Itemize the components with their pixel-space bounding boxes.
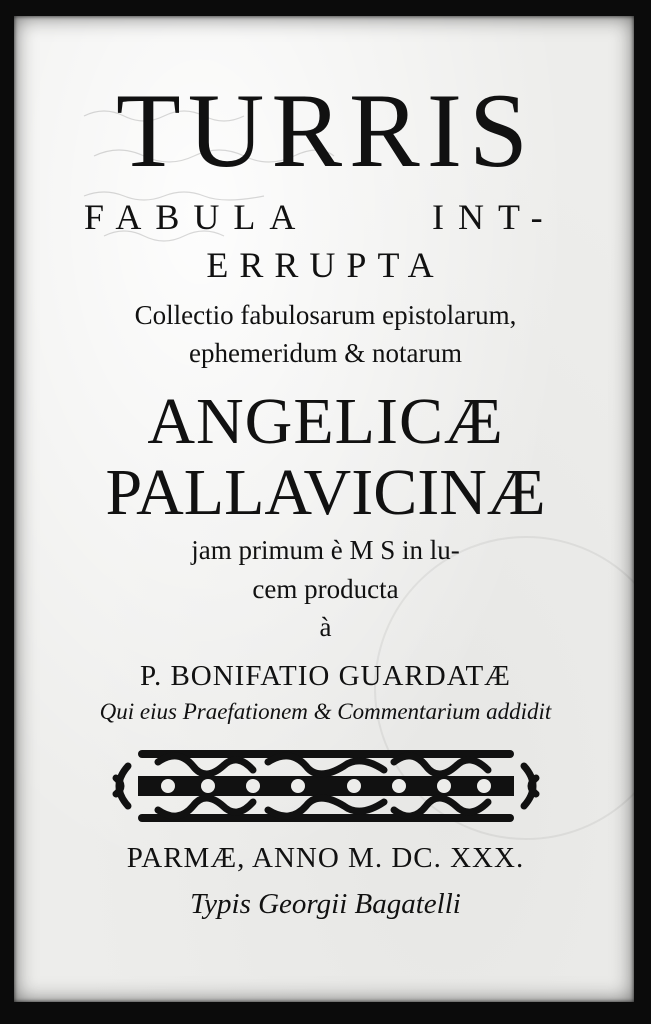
description-line-2: ephemeridum & notarum: [189, 338, 462, 368]
printers-ornament-icon: [108, 742, 544, 830]
author-last-name: PALLAVICINÆ: [105, 456, 546, 529]
subtitle-fabula: FABULA: [84, 197, 310, 237]
publication-line-1: jam primum è M S in lu-: [191, 535, 460, 565]
by-preposition: à: [319, 612, 332, 642]
publication-line-2: cem producta: [252, 574, 399, 604]
title-turris: TURRIS: [116, 72, 535, 189]
editor-name: P. BONIFATIO GUARDATÆ: [140, 660, 511, 692]
subtitle-errupta: ERRUPTA: [206, 245, 445, 285]
imprint-place-date: PARMÆ, ANNO M. DC. XXX.: [126, 842, 525, 874]
imprint-printer: Typis Georgii Bagatelli: [190, 888, 461, 920]
editor-note: Qui eius Praefationem & Commentarium addidit: [99, 699, 552, 724]
description-line-1: Collectio fabulosarum epistolarum,: [134, 300, 517, 330]
subtitle-int: INT-: [432, 197, 557, 237]
author-first-name: ANGELICÆ: [147, 385, 504, 458]
